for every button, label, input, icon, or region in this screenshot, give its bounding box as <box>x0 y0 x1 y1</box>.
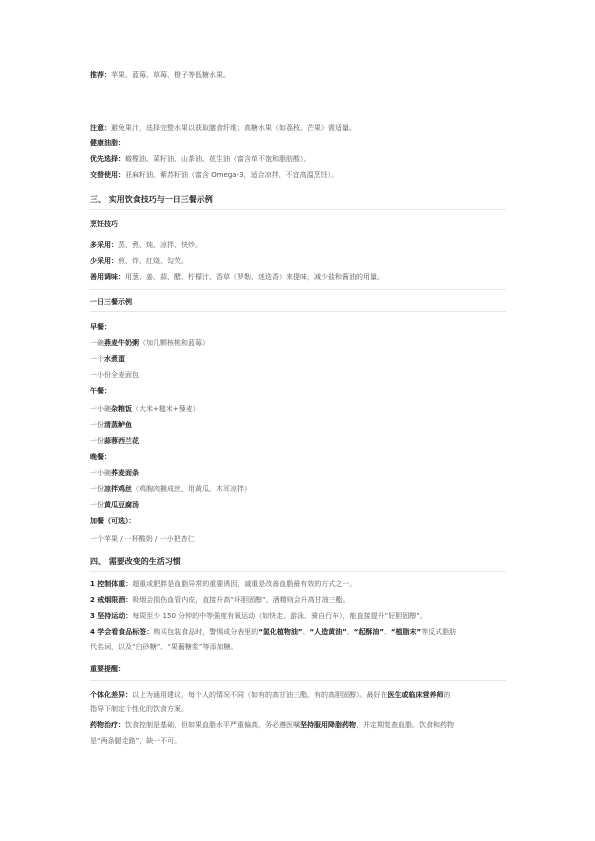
habit-item <box>90 579 356 589</box>
meal-item-note: （加几颗核桃和蓝莓） <box>139 339 209 347</box>
meals-heading: 一日三餐示例 <box>90 298 132 306</box>
cooking-item <box>90 256 188 266</box>
meal-item-text: 一个 <box>90 355 104 363</box>
reminder-keyword: 医生或临床营养师 <box>387 691 444 699</box>
oil-priority-line <box>90 154 311 164</box>
reminder-item <box>90 690 451 700</box>
reminder-heading: 重要提醒： <box>90 665 125 673</box>
reminder-text-continued: 是“两条腿走路”，缺一不可。 <box>90 737 182 745</box>
habit-keyword: “人造黄油” <box>309 628 347 636</box>
habit-separator: 、 <box>302 628 310 636</box>
cooking-item-text: 煎、炸、红烧、勾芡。 <box>118 257 188 265</box>
cooking-item-label: 少采用： <box>90 257 118 265</box>
cooking-item <box>90 240 202 250</box>
habit-separator: 、 <box>383 628 391 636</box>
meal-item-text: 一份 <box>90 421 104 429</box>
meal-item-dish: 水煮蛋 <box>104 355 125 363</box>
habit-text: 购买包装食品时，警惕成分表里的 <box>153 628 259 636</box>
reminder-text: 的 <box>443 691 451 699</box>
section4-divider <box>90 571 506 572</box>
meal-item <box>90 468 139 478</box>
habit-label: 2 戒烟限酒： <box>90 596 133 604</box>
meal-item-dish: 荞麦面条 <box>111 469 139 477</box>
meal-item-text: 一小碗 <box>90 405 111 413</box>
oil-alternate-text: 亚麻籽油、紫苏籽油（富含 Omega-3，适合凉拌，不宜高温烹饪）。 <box>125 171 339 179</box>
note-text: 避免果汁，选择完整水果以获取膳食纤维；高糖水果（如荔枝、芒果）需适量。 <box>111 124 356 132</box>
habit-keyword: “植脂末” <box>390 628 422 636</box>
recommend-line <box>90 70 230 80</box>
cooking-item <box>90 272 384 282</box>
habit-text: 每周至少 150 分钟的中等强度有氧运动（如快走、游泳、骑自行车），能直接提升“好胆固醇”。 <box>132 612 427 620</box>
meal-item-dish: 燕麦牛奶粥 <box>104 339 139 347</box>
meal-item <box>90 404 200 414</box>
note-line <box>90 123 356 133</box>
habit-label: 1 控制体重： <box>90 580 133 588</box>
meal-item <box>90 484 251 494</box>
reminder-label: 药物治疗： <box>90 721 125 729</box>
dinner-label: 晚餐： <box>90 453 111 461</box>
cooking-item-label: 多采用： <box>90 241 118 249</box>
habit-separator: 、 <box>346 628 354 636</box>
cooking-heading: 烹饪技巧 <box>90 220 118 228</box>
cooking-item-text: 蒸、煮、炖、凉拌、快炒。 <box>118 241 202 249</box>
habit-item <box>90 627 456 637</box>
meal-item-dish: 凉拌鸡丝 <box>104 485 132 493</box>
habit-label: 4 学会看食品标签： <box>90 628 154 636</box>
oil-priority-label: 优先选择： <box>90 155 125 163</box>
habit-text: 吸烟会损伤血管内皮，直接升高“坏胆固醇”。酒精则会升高甘油三酯。 <box>132 596 350 604</box>
section3-title: 三、 实用饮食技巧与一日三餐示例 <box>90 195 213 204</box>
recommend-label: 推荐： <box>90 71 111 79</box>
meal-item <box>90 354 125 364</box>
meal-item: 一小份全麦面包 <box>90 371 139 379</box>
meal-item <box>90 436 139 446</box>
breakfast-label: 早餐： <box>90 323 111 331</box>
reminder-divider <box>90 680 506 681</box>
meal-item-note: （鸡胸肉撕成丝，用黄瓜、木耳凉拌） <box>132 485 251 493</box>
oils-heading: 健康油脂： <box>90 139 125 147</box>
lunch-label: 午餐： <box>90 387 111 395</box>
meal-item-text: 一小碗 <box>90 469 111 477</box>
cooking-divider <box>90 289 506 290</box>
reminder-item <box>90 720 454 730</box>
habit-item <box>90 595 350 605</box>
meal-item-dish: 黄瓜豆腐汤 <box>104 501 139 509</box>
habit-text: 超重或肥胖是血脂异常的重要诱因，减重是改善血脂最有效的方式之一。 <box>132 580 357 588</box>
habit-item <box>90 611 427 621</box>
meal-item-text: 一份 <box>90 501 104 509</box>
meals-divider <box>90 311 506 312</box>
meal-item-dish: 蒜蓉西兰花 <box>104 437 139 445</box>
section4-title: 四、 需要改变的生活习惯 <box>90 557 181 566</box>
meal-item-text: 一碗 <box>90 339 104 347</box>
section3-divider <box>90 209 506 210</box>
meal-item-dish: 杂粮饭 <box>111 405 132 413</box>
habit-keyword: “起酥油” <box>353 628 384 636</box>
habit-label: 3 坚持运动： <box>90 612 133 620</box>
meal-item <box>90 420 132 430</box>
meal-item <box>90 500 139 510</box>
meal-item-note: （大米+糙米+藜麦） <box>132 405 200 413</box>
habit-keyword: “氢化植物油” <box>258 628 303 636</box>
cooking-item-label: 善用调味： <box>90 273 125 281</box>
oil-priority-text: 橄榄油、菜籽油、山茶油、花生油（富含单不饱和脂肪酸）。 <box>125 155 311 163</box>
reminder-text: 饮食控制是基础，但如果血脂水平严重偏高，务必遵医嘱 <box>125 721 300 729</box>
habit-text: 等反式脂肪 <box>421 628 457 636</box>
recommend-text: 苹果、蓝莓、草莓、橙子等低糖水果。 <box>111 71 230 79</box>
meal-item <box>90 338 209 348</box>
reminder-label: 个体化差异： <box>90 691 132 699</box>
snack-text: 一个苹果 / 一杯酸奶 / 一小把杏仁 <box>90 535 195 543</box>
reminder-text-continued: 指导下制定个性化的饮食方案。 <box>90 705 188 713</box>
meal-item-text: 一份 <box>90 485 104 493</box>
note-label: 注意： <box>90 124 111 132</box>
oil-alternate-label: 交替使用： <box>90 171 125 179</box>
meal-item-dish: 清蒸鲈鱼 <box>104 421 132 429</box>
reminder-keyword: 坚持服用降脂药物 <box>300 721 356 729</box>
snack-label: 加餐（可选）： <box>90 517 136 525</box>
reminder-text: ，并定期复查血脂。饮食和药物 <box>356 721 454 729</box>
reminder-text: 以上为通用建议，每个人的情况不同（如有的高甘油三酯，有的高胆固醇）。最好在 <box>132 691 388 699</box>
cooking-item-text: 用葱、姜、蒜、醋、柠檬汁、香草（罗勒、迷迭香）来提味，减少盐和酱油的用量。 <box>125 273 384 281</box>
habit-text-continued: 代名词，以及“白砂糖”、“果葡糖浆”等添加糖。 <box>90 643 238 651</box>
meal-item-text: 一份 <box>90 437 104 445</box>
oil-alternate-line <box>90 170 338 180</box>
